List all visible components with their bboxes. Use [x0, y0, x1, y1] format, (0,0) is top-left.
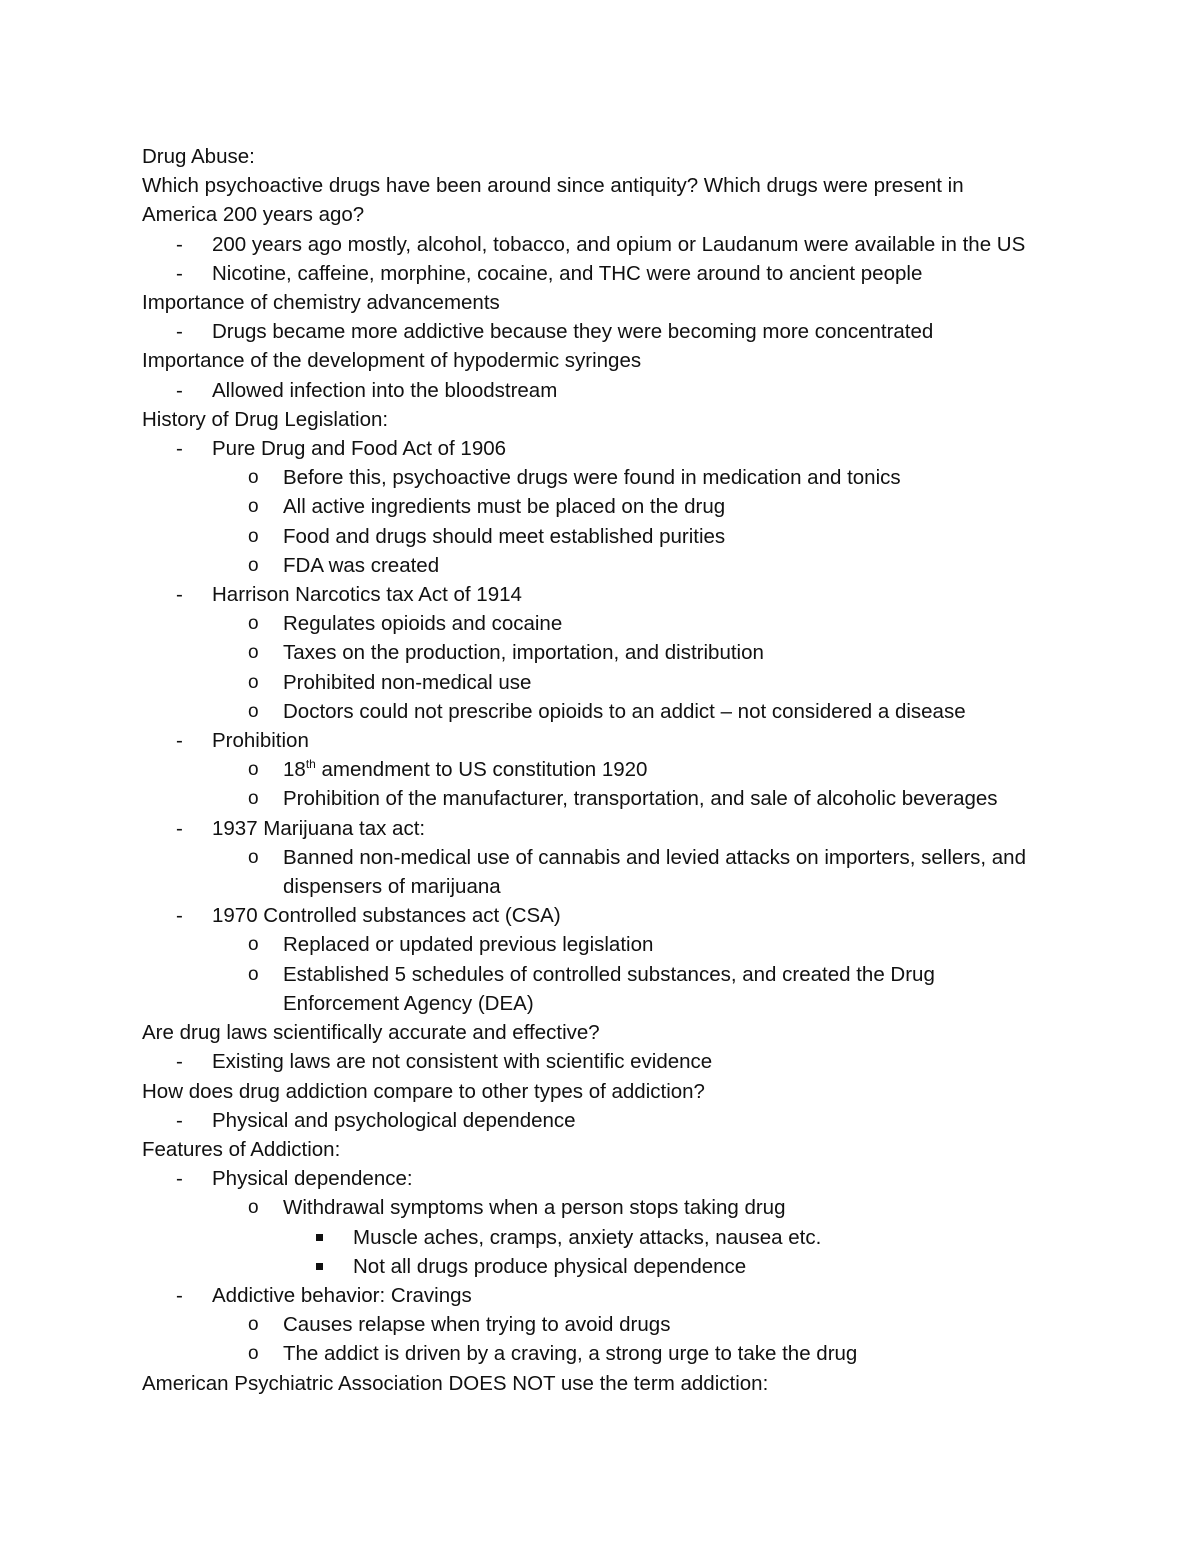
circle-marker: o [248, 671, 259, 693]
sub-list-item [142, 697, 1082, 726]
circle-marker: o [248, 1343, 259, 1365]
circle-marker: o [248, 1197, 259, 1219]
sub-list-item-text: Established 5 schedules of controlled substances, and created the Drug [283, 962, 935, 986]
sub-sub-list-item [142, 1252, 1082, 1281]
sub-list-item [142, 492, 1082, 521]
question-antiquity-line-2: America 200 years ago? [142, 203, 365, 227]
sub-list-item [142, 463, 1082, 492]
sub-list-item-text: Prohibition of the manufacturer, transportation, and sale of alcoholic beverages [283, 787, 998, 811]
circle-marker: o [248, 554, 259, 576]
circle-marker: o [248, 846, 259, 868]
square-bullet-icon [316, 1263, 323, 1270]
heading-chemistry: Importance of chemistry advancements [142, 291, 500, 315]
list-item [142, 814, 1082, 843]
circle-marker: o [248, 1314, 259, 1336]
sub-list-item-continuation: Enforcement Agency (DEA) [283, 991, 534, 1015]
list-item [142, 1164, 1082, 1193]
sub-list-item-text: Withdrawal symptoms when a person stops taking drug [283, 1196, 786, 1220]
sub-list-item-text: Doctors could not prescribe opioids to an addict – not considered a disease [283, 699, 966, 723]
dash-marker: - [176, 1167, 183, 1191]
circle-marker: o [248, 467, 259, 489]
sub-list-item [142, 960, 1082, 989]
sub-list-item [142, 551, 1082, 580]
circle-marker: o [248, 613, 259, 635]
list-item [142, 1047, 1082, 1076]
sub-list-item-text: Food and drugs should meet established purities [283, 524, 726, 548]
circle-marker: o [248, 788, 259, 810]
circle-marker: o [248, 496, 259, 518]
sub-list-item [142, 668, 1082, 697]
sub-list-item-text: Regulates opioids and cocaine [283, 612, 563, 636]
list-item-text: 1937 Marijuana tax act: [212, 816, 426, 840]
sub-sub-list-item-text: Muscle aches, cramps, anxiety attacks, nausea etc. [353, 1225, 822, 1249]
sub-list-item-text: All active ingredients must be placed on the drug [283, 495, 726, 519]
sub-list-item [142, 755, 1082, 784]
list-item [142, 230, 1082, 259]
dash-marker: - [176, 583, 183, 607]
heading-compare-question: How does drug addiction compare to other types of addiction? [142, 1079, 705, 1103]
list-item-text: Prohibition [212, 729, 309, 753]
ordinal-suffix: th [305, 757, 316, 772]
dash-marker: - [176, 378, 183, 402]
square-bullet-icon [316, 1234, 323, 1241]
list-item [142, 317, 1082, 346]
list-item [142, 901, 1082, 930]
circle-marker: o [248, 642, 259, 664]
notes-body [142, 142, 1082, 1398]
sub-list-item-text: Banned non-medical use of cannabis and levied attacks on importers, sellers, and [283, 845, 1026, 869]
sub-list-item [142, 843, 1082, 872]
circle-marker: o [248, 700, 259, 722]
sub-list-item-text: Causes relapse when trying to avoid drugs [283, 1313, 671, 1337]
sub-list-item [142, 638, 1082, 667]
dash-marker: - [176, 320, 183, 344]
heading-laws-question: Are drug laws scientifically accurate and effective? [142, 1021, 600, 1045]
sub-list-item-text: amendment to US constitution 1920 [315, 758, 648, 782]
amendment-number: 18 [283, 758, 306, 782]
dash-marker: - [176, 1283, 183, 1307]
heading-legislation: History of Drug Legislation: [142, 407, 389, 431]
dash-marker: - [176, 232, 183, 256]
list-item [142, 259, 1082, 288]
list-item [142, 434, 1082, 463]
list-item-text: Nicotine, caffeine, morphine, cocaine, and THC were around to ancient people [212, 261, 923, 285]
dash-marker: - [176, 437, 183, 461]
list-item-text: Pure Drug and Food Act of 1906 [212, 437, 507, 461]
list-item-text: 1970 Controlled substances act (CSA) [212, 904, 561, 928]
sub-list-item-text: Prohibited non-medical use [283, 670, 532, 694]
list-item [142, 726, 1082, 755]
circle-marker: o [248, 934, 259, 956]
heading-syringes: Importance of the development of hypodermic syringes [142, 349, 642, 373]
heading-apa: American Psychiatric Association DOES NOT use the term addiction: [142, 1371, 769, 1395]
list-item-text: Drugs became more addictive because they were becoming more concentrated [212, 320, 934, 344]
sub-list-item [142, 609, 1082, 638]
sub-list-item [142, 930, 1082, 959]
sub-list-item-continuation: dispensers of marijuana [283, 875, 501, 899]
sub-list-item [142, 784, 1082, 813]
list-item-text: Physical dependence: [212, 1167, 413, 1191]
dash-marker: - [176, 816, 183, 840]
list-item [142, 1281, 1082, 1310]
dash-marker: - [176, 1108, 183, 1132]
sub-list-item-text: FDA was created [283, 553, 440, 577]
circle-marker: o [248, 525, 259, 547]
list-item-text: Allowed infection into the bloodstream [212, 378, 558, 402]
sub-list-item [142, 522, 1082, 551]
sub-list-item-text: Before this, psychoactive drugs were found in medication and tonics [283, 466, 901, 490]
sub-list-item [142, 1193, 1082, 1222]
sub-sub-list-item-text: Not all drugs produce physical dependence [353, 1254, 747, 1278]
sub-list-item-text: Replaced or updated previous legislation [283, 933, 654, 957]
heading-features: Features of Addiction: [142, 1137, 341, 1161]
sub-list-item-text: Taxes on the production, importation, and distribution [283, 641, 764, 665]
sub-sub-list-item [142, 1223, 1082, 1252]
list-item-text: Addictive behavior: Cravings [212, 1283, 472, 1307]
list-item [142, 580, 1082, 609]
list-item-text: Existing laws are not consistent with scientific evidence [212, 1050, 713, 1074]
dash-marker: - [176, 904, 183, 928]
dash-marker: - [176, 1050, 183, 1074]
dash-marker: - [176, 729, 183, 753]
sub-list-item [142, 1339, 1082, 1368]
question-antiquity-line-1: Which psychoactive drugs have been around since antiquity? Which drugs were present in [142, 174, 964, 198]
document-title: Drug Abuse: [142, 145, 255, 168]
list-item-text: 200 years ago mostly, alcohol, tobacco, and opium or Laudanum were available in the US [212, 232, 1026, 256]
list-item [142, 376, 1082, 405]
sub-list-item [142, 1310, 1082, 1339]
circle-marker: o [248, 759, 259, 781]
sub-list-item-text: The addict is driven by a craving, a strong urge to take the drug [283, 1342, 858, 1366]
circle-marker: o [248, 963, 259, 985]
list-item-text: Physical and psychological dependence [212, 1108, 576, 1132]
list-item [142, 1106, 1082, 1135]
dash-marker: - [176, 261, 183, 285]
list-item-text: Harrison Narcotics tax Act of 1914 [212, 583, 522, 607]
